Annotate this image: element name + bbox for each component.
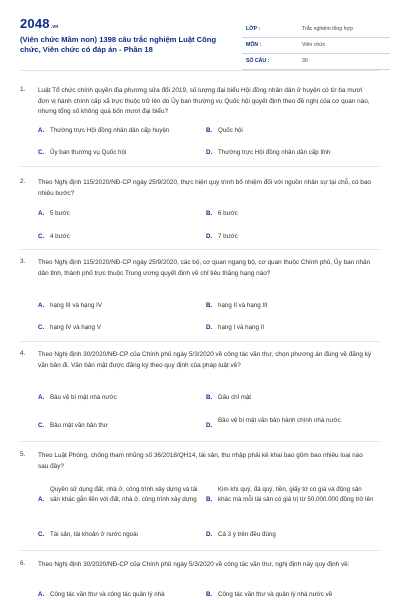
option-letter: D. xyxy=(206,233,213,240)
meta-value: Trắc nghiệm tổng hợp xyxy=(302,26,353,32)
option-letter: A. xyxy=(38,302,45,309)
option-letter: D. xyxy=(206,324,213,331)
question-separator xyxy=(20,441,380,442)
logo-tld: .vn xyxy=(50,24,59,30)
meta-label: MÔN : xyxy=(246,42,262,48)
option-letter: D. xyxy=(206,531,213,538)
question-text: Luật Tổ chức chính quyền địa phương sửa đổi 2019, số lượng đại biểu Hội đồng nhân dân ở huyện có từ ba mươi đơn vị hành chính cấp xã trực thuộc trở lên do Ủy ban thường vụ Quốc hội quyết định theo đề nghị của cơ quan nào, nhưng tổng số không quá bốn mươi đại biểu? xyxy=(38,87,370,115)
option-letter: B. xyxy=(206,495,213,503)
option-letter: C. xyxy=(38,149,45,156)
option-text: Bảo vệ bí mật văn bản hành chính nhà nước xyxy=(218,417,341,424)
question-separator xyxy=(20,249,380,250)
question-number: 1. xyxy=(20,86,26,93)
option-letter: A. xyxy=(38,210,45,217)
option-letter: A. xyxy=(38,127,45,134)
option-letter: A. xyxy=(38,495,45,503)
meta-row-count xyxy=(242,54,390,70)
option-text: 6 bước xyxy=(218,210,238,217)
question-text: Theo Nghị định 115/2020/NĐ-CP ngày 25/9/2020, thực hiện quy trình bổ nhiệm đối với nguồn nhân sự tại chỗ, có bao nhiêu bước? xyxy=(38,179,371,197)
option-text: Dấu chỉ mật xyxy=(218,394,252,401)
option-letter: B. xyxy=(206,591,213,598)
option-text: Công tác văn thư và quản lý nhà nước về xyxy=(218,591,333,598)
meta-value: 30 xyxy=(302,58,308,64)
meta-label: LỚP : xyxy=(246,26,261,32)
option-text: Cả 3 ý trên đều đúng xyxy=(218,531,276,538)
option-text: hạng I và hạng II xyxy=(218,324,265,331)
document-header xyxy=(20,12,380,64)
option-text: Bảo mật văn bản thư xyxy=(50,422,108,429)
question-separator xyxy=(20,550,380,551)
option-text: Công tác văn thư và công tác quản lý nhà xyxy=(50,591,165,598)
question-text: Theo Nghị định 115/2020/NĐ-CP ngày 25/9/2020, các bộ, cơ quan ngang bộ, cơ quan thuộc Chính phủ, Ủy ban nhân dân tỉnh, thành phố trực thuộc Trung ương quyết định về chỉ tiêu thăng hạng nào? xyxy=(38,259,371,277)
question-separator xyxy=(20,166,380,167)
option-letter: D. xyxy=(206,149,213,156)
option-text: Thường trực Hội đồng nhân dân cấp huyện xyxy=(50,127,170,134)
option-letter: C. xyxy=(38,233,45,240)
meta-row-class xyxy=(242,22,390,38)
question-number: 4. xyxy=(20,350,26,357)
option-letter: B. xyxy=(206,210,213,217)
document-title: (Viên chức Mầm non) 1398 câu trắc nghiệm Luật Công chức, Viên chức có đáp án - Phần 18 xyxy=(20,35,217,54)
meta-value: Viên chức xyxy=(302,42,326,48)
question-number: 5. xyxy=(20,451,26,458)
question-number: 2. xyxy=(20,178,26,185)
option-letter: A. xyxy=(38,591,45,598)
option-text: Ủy ban thường vụ Quốc hội xyxy=(50,149,127,156)
option-letter: C. xyxy=(38,531,45,538)
option-letter: B. xyxy=(206,302,213,309)
option-text: Thường trực Hội đồng nhân dân cấp tỉnh xyxy=(218,149,331,156)
meta-table xyxy=(242,22,390,70)
option-text: Kim khí quý, đá quý, tiền, giấy tờ có giá và động sản khác mà mỗi tài sản có giá trị từ 50.000.000 đồng trở lên xyxy=(218,486,374,503)
question-text: Theo Nghị định 30/2020/NĐ-CP của Chính phủ ngày 5/3/2020 về công tác văn thư, chọn phương án đúng về đăng ký văn bản đi. Văn bản mật được đăng ký theo quy định của pháp luật về? xyxy=(38,351,372,369)
header-divider xyxy=(20,70,380,71)
question-number: 6. xyxy=(20,560,26,567)
question-number: 3. xyxy=(20,258,26,265)
option-letter: A. xyxy=(38,394,45,401)
option-letter: B. xyxy=(206,127,213,134)
option-text: Quốc hội xyxy=(218,127,243,134)
option-text: hạng III và hạng IV xyxy=(50,302,102,309)
option-letter: B. xyxy=(206,394,213,401)
option-text: hạng II và hạng III xyxy=(218,302,268,309)
site-logo[interactable] xyxy=(20,16,59,31)
option-text: hạng IV và hạng V xyxy=(50,324,101,331)
option-text: 4 bước xyxy=(50,233,70,240)
meta-row-subject xyxy=(242,38,390,54)
logo-main: 2048 xyxy=(20,16,50,31)
option-text: 5 bước xyxy=(50,210,70,217)
option-letter: C. xyxy=(38,324,45,331)
question-text: Theo Luật Phòng, chống tham nhũng số 36/2018/QH14, tài sản, thu nhập phải kê khai bao gồm bao nhiêu loại nào sau đây? xyxy=(38,452,363,470)
option-text: Bảo vệ bí mật nhà nước xyxy=(50,394,117,401)
meta-label: SỐ CÂU : xyxy=(246,58,270,64)
option-text: 7 bước xyxy=(218,233,238,240)
option-letter: C. xyxy=(38,422,45,429)
question-text: Theo Nghị định 30/2020/NĐ-CP của Chính phủ ngày 5/3/2020 về công tác văn thư, nghị định này quy định về: xyxy=(38,561,350,568)
option-text: Tài sản, tài khoản ở nước ngoài xyxy=(50,531,138,538)
option-letter: D. xyxy=(206,422,213,429)
option-text: Quyền sử dụng đất, nhà ở, công trình xây dựng và tài sản khác gắn liền với đất, nhà ở, công trình xây dựng xyxy=(50,486,198,503)
question-separator xyxy=(20,341,380,342)
